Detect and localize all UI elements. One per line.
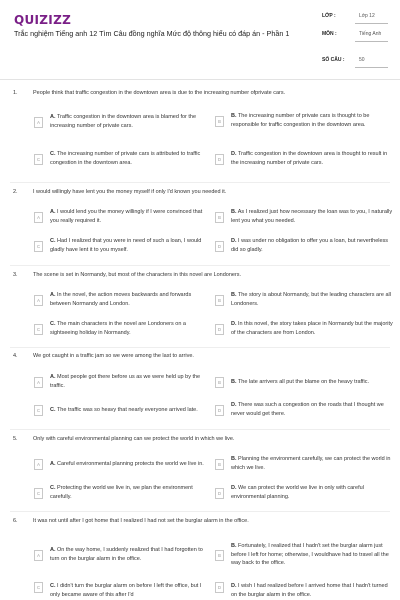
quizizz-logo: QUIZIZZ (14, 13, 72, 27)
question-number: 4. (13, 353, 18, 359)
option-box: B (215, 212, 224, 223)
option-box: A (34, 550, 43, 561)
option-c[interactable] (34, 483, 210, 503)
option-label: As I realized just how necessary the loan was to you, I naturally lent you what you needed. (231, 209, 393, 224)
option-a[interactable] (34, 109, 210, 135)
worksheet-header (0, 0, 400, 76)
option-letter: D. (231, 321, 237, 328)
option-box: C (34, 324, 43, 335)
meta-label: SỐ CÂU : (322, 57, 345, 63)
option-box: B (215, 377, 224, 388)
option-b[interactable] (215, 536, 393, 574)
option-box: C (34, 582, 43, 593)
option-text (50, 320, 210, 337)
option-letter: C. (50, 151, 56, 158)
option-label: Had I realized that you were in need of such a loan, I would gladly have lent it to you myself. (50, 238, 202, 253)
option-label: Planning the environment carefully, we can protect the world in which we live. (231, 456, 391, 471)
option-label: On the way home, I suddenly realized that I had forgotten to turn on the burglar alarm in the office. (50, 547, 203, 562)
option-c[interactable] (34, 582, 210, 600)
header-divider (0, 79, 400, 80)
option-box: B (215, 116, 224, 127)
option-box: B (215, 550, 224, 561)
option-letter: A. (50, 374, 56, 381)
option-b[interactable] (215, 454, 393, 474)
option-box: C (34, 405, 43, 416)
option-label: Most people got there before us as we were held up by the traffic. (50, 374, 201, 389)
option-letter: D. (231, 238, 237, 245)
option-text (231, 378, 369, 387)
option-box: A (34, 377, 43, 388)
option-label: I didn't turn the burglar alarm on before I left the office, but I only became aware of this after I'd (50, 583, 202, 598)
question-text: It was not until after I got home that I realized I had not set the burglar alarm in the office. (33, 518, 249, 524)
option-a[interactable] (34, 454, 210, 474)
option-text (50, 406, 198, 415)
option-letter: C. (50, 238, 56, 245)
option-text (231, 291, 393, 308)
option-text (50, 582, 210, 599)
question-number: 2. (13, 189, 18, 195)
option-text (231, 542, 393, 568)
option-letter: A. (50, 460, 56, 467)
option-b[interactable] (215, 290, 393, 310)
question-number: 5. (13, 436, 18, 442)
option-label: The late arrivers all put the blame on the heavy traffic. (237, 378, 369, 385)
option-c[interactable] (34, 144, 210, 174)
question-divider (10, 429, 390, 430)
question-text: We got caught in a traffic jam so we were among the last to arrive. (33, 353, 194, 359)
option-letter: B. (231, 378, 237, 385)
option-text (50, 373, 210, 390)
option-letter: D. (231, 583, 237, 589)
option-label: Traffic congestion in the downtown area is thought to result in the increasing number of private cars. (231, 151, 388, 166)
option-box: A (34, 117, 43, 128)
option-label: The traffic was so heavy that nearly everyone arrived late. (56, 406, 198, 413)
question-divider (10, 347, 390, 348)
option-box: B (215, 295, 224, 306)
option-label: The main characters in the novel are Londoners on a sightseeing holiday in Normandy. (50, 321, 186, 336)
option-label: In the novel, the action moves backwards and forwards between Normandy and London. (50, 292, 192, 307)
option-label: Fortunately, I realized that I hadn't set the burglar alarm just before I left for home; otherwise, I wouldhave had to travel all the way back to the office. (231, 543, 389, 567)
option-text (231, 112, 393, 129)
option-b[interactable] (215, 106, 393, 136)
option-d[interactable] (215, 319, 393, 339)
option-c[interactable] (34, 236, 210, 256)
option-d[interactable] (215, 582, 393, 600)
option-letter: C. (50, 321, 56, 328)
option-text (50, 460, 204, 469)
option-b[interactable] (215, 207, 393, 227)
option-label: I wish I had realized before I arrived home that I hadn't turned on the burglar alarm in the office. (231, 583, 388, 598)
option-text (231, 320, 393, 337)
option-text (50, 291, 210, 308)
question-text: The scene is set in Normandy, but most of the characters in this novel are Londoners. (33, 272, 242, 278)
option-letter: A. (50, 547, 56, 554)
option-box: A (34, 295, 43, 306)
option-letter: B. (231, 543, 237, 550)
option-box: C (34, 488, 43, 499)
question-text: Only with careful environmental planning can we protect the world in which we live. (33, 436, 235, 442)
option-text (50, 113, 210, 130)
option-box: D (215, 241, 224, 252)
option-d[interactable] (215, 400, 393, 420)
option-box: C (34, 154, 43, 165)
option-label: We can protect the world we live in only with careful environmental planning. (231, 485, 364, 500)
question-number: 1. (13, 90, 18, 96)
option-text (231, 455, 393, 472)
option-letter: B. (231, 209, 237, 216)
option-d[interactable] (215, 483, 393, 503)
option-text (50, 208, 210, 225)
option-label: Traffic congestion in the downtown area is blamed for the increasing number of private cars. (50, 114, 197, 129)
meta-row-subject (322, 28, 388, 48)
option-box: A (34, 212, 43, 223)
option-box: D (215, 324, 224, 335)
option-box: A (34, 459, 43, 470)
meta-value: Tiếng Anh (355, 28, 388, 42)
option-c[interactable] (34, 400, 210, 420)
option-box: C (34, 241, 43, 252)
option-label: I would lend you the money willingly if I were convinced that you really required it. (50, 209, 203, 224)
option-letter: C. (50, 583, 56, 589)
meta-info (322, 10, 388, 68)
option-label: The story is about Normandy, but the leading characters are all Londoners. (231, 292, 391, 307)
option-a[interactable] (34, 290, 210, 310)
question-number: 6. (13, 518, 18, 524)
question-divider (10, 182, 390, 183)
option-letter: D. (231, 151, 237, 158)
option-letter: B. (231, 113, 237, 120)
question-divider (10, 265, 390, 266)
option-text (50, 150, 210, 167)
option-box: D (215, 154, 224, 165)
question-text: I would willingly have lent you the money myself if only I'd known you needed it. (33, 189, 227, 195)
option-label: The increasing number of private cars is attributed to traffic congestion in the downtown area. (50, 151, 201, 166)
option-letter: A. (50, 292, 56, 299)
option-letter: B. (231, 292, 237, 299)
option-box: D (215, 488, 224, 499)
option-label: The increasing number of private cars is thought to be responsible for traffic congestion in the downtown area. (231, 113, 370, 128)
meta-row-count (322, 54, 388, 68)
option-label: Protecting the world we live in, we plan the environment carefully. (50, 485, 193, 500)
option-text (50, 484, 210, 501)
option-letter: B. (231, 456, 237, 463)
option-a[interactable] (34, 545, 210, 565)
option-text (50, 237, 210, 254)
option-d[interactable] (215, 236, 393, 256)
option-letter: A. (50, 114, 56, 121)
option-c[interactable] (34, 319, 210, 339)
option-box: D (215, 582, 224, 593)
option-letter: C. (50, 485, 56, 492)
question-divider (10, 511, 390, 512)
option-text (231, 401, 393, 418)
question-number: 3. (13, 272, 18, 278)
option-text (231, 150, 393, 167)
option-text (231, 237, 393, 254)
question-text: People think that traffic congestion in the downtown area is due to the increasing number ofprivate cars. (33, 90, 286, 96)
option-label: I was under no obligation to offer you a loan, but nevertheless did so gladly. (231, 238, 389, 253)
option-text (231, 582, 393, 599)
option-label: Careful environmental planning protects the world we live in. (57, 460, 204, 467)
option-b[interactable] (215, 372, 393, 392)
option-text (50, 546, 210, 563)
option-label: There was such a congestion on the roads that I thought we never would get there. (231, 402, 384, 417)
meta-row-grade (322, 10, 388, 26)
option-letter: D. (231, 485, 237, 492)
meta-value: 50 (355, 54, 388, 68)
option-box: B (215, 459, 224, 470)
option-a[interactable] (34, 207, 210, 227)
meta-label: LỚP : (322, 13, 336, 19)
option-d[interactable] (215, 144, 393, 174)
page-title: Trắc nghiệm Tiếng anh 12 Tìm Câu đồng nghĩa Mức độ thông hiểu có đáp án - Phần 1 (14, 29, 290, 38)
option-letter: A. (50, 209, 56, 216)
option-letter: C. (50, 406, 56, 413)
option-letter: D. (231, 402, 237, 409)
option-text (231, 484, 393, 501)
meta-value: Lớp 12 (355, 10, 388, 24)
option-box: D (215, 405, 224, 416)
option-label: In this novel, the story takes place in Normandy but the majority of the characters are from London. (231, 321, 393, 336)
meta-label: MÔN : (322, 31, 337, 37)
option-text (231, 208, 393, 225)
option-a[interactable] (34, 372, 210, 392)
